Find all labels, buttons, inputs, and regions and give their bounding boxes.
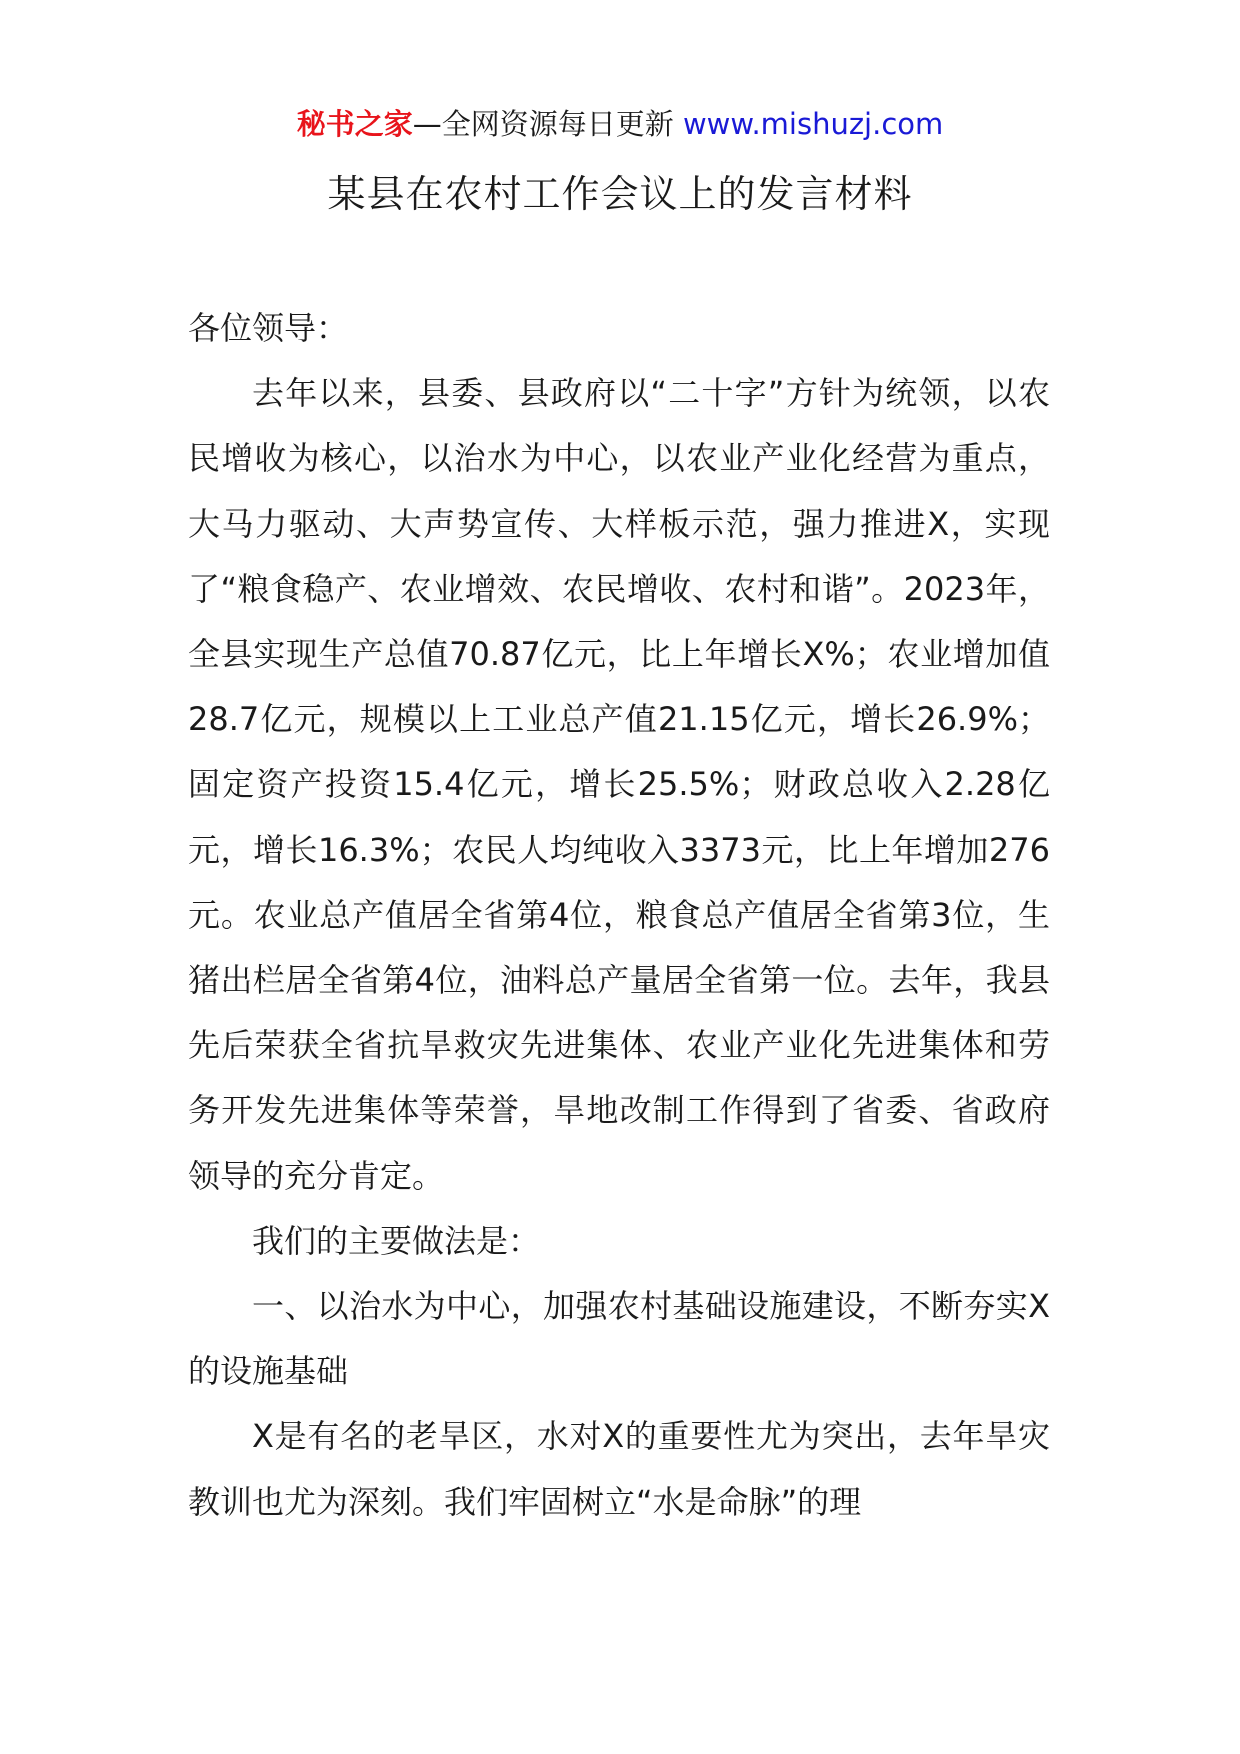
paragraph-overview: 去年以来，县委、县政府以“二十字”方针为统领，以农民增收为核心，以治水为中心，以农业产业化经营为重点，大马力驱动、大声势宣传、大样板示范，强力推进X，实现了“粮食稳产、农业增效、农民增收、农村和谐”。2023年，全县实现生产总值70.87亿元，比上年增长X%；农业增加值28.7亿元，规模以上工业总产值21.15亿元，增长26.9%；固定资产投资15.4亿元，增长25.5%；财政总收入2.28亿元，增长16.3%；农民人均纯收入3373元，比上年增加276元。农业总产值居全省第4位，粮食总产值居全省第3位，生猪出栏居全省第4位，油料总产量居全省第一位。去年，我县先后荣获全省抗旱救灾先进集体、农业产业化先进集体和劳务开发先进集体等荣誉，旱地改制工作得到了省委、省政府领导的充分肯定。 bbox=[188, 374, 1050, 1195]
brand-slogan: —全网资源每日更新 bbox=[412, 107, 674, 141]
document-title: 某县在农村工作会议上的发言材料 bbox=[327, 172, 913, 216]
paragraph-water: X是有名的老旱区，水对X的重要性尤为突出，去年旱灾教训也尤为深刻。我们牢固树立“水是命脉”的理 bbox=[188, 1417, 1050, 1521]
paragraph-main-practices: 我们的主要做法是： bbox=[252, 1221, 541, 1260]
document-body bbox=[188, 296, 1050, 1535]
salutation: 各位领导： bbox=[188, 309, 349, 347]
section-heading-1: 一、以治水为中心，加强农村基础设施建设，不断夯实X的设施基础 bbox=[188, 1287, 1050, 1391]
site-url-link[interactable]: www.mishuzj.com bbox=[682, 107, 944, 141]
watermark-header bbox=[0, 104, 1240, 144]
brand-name: 秘书之家 bbox=[296, 107, 413, 141]
